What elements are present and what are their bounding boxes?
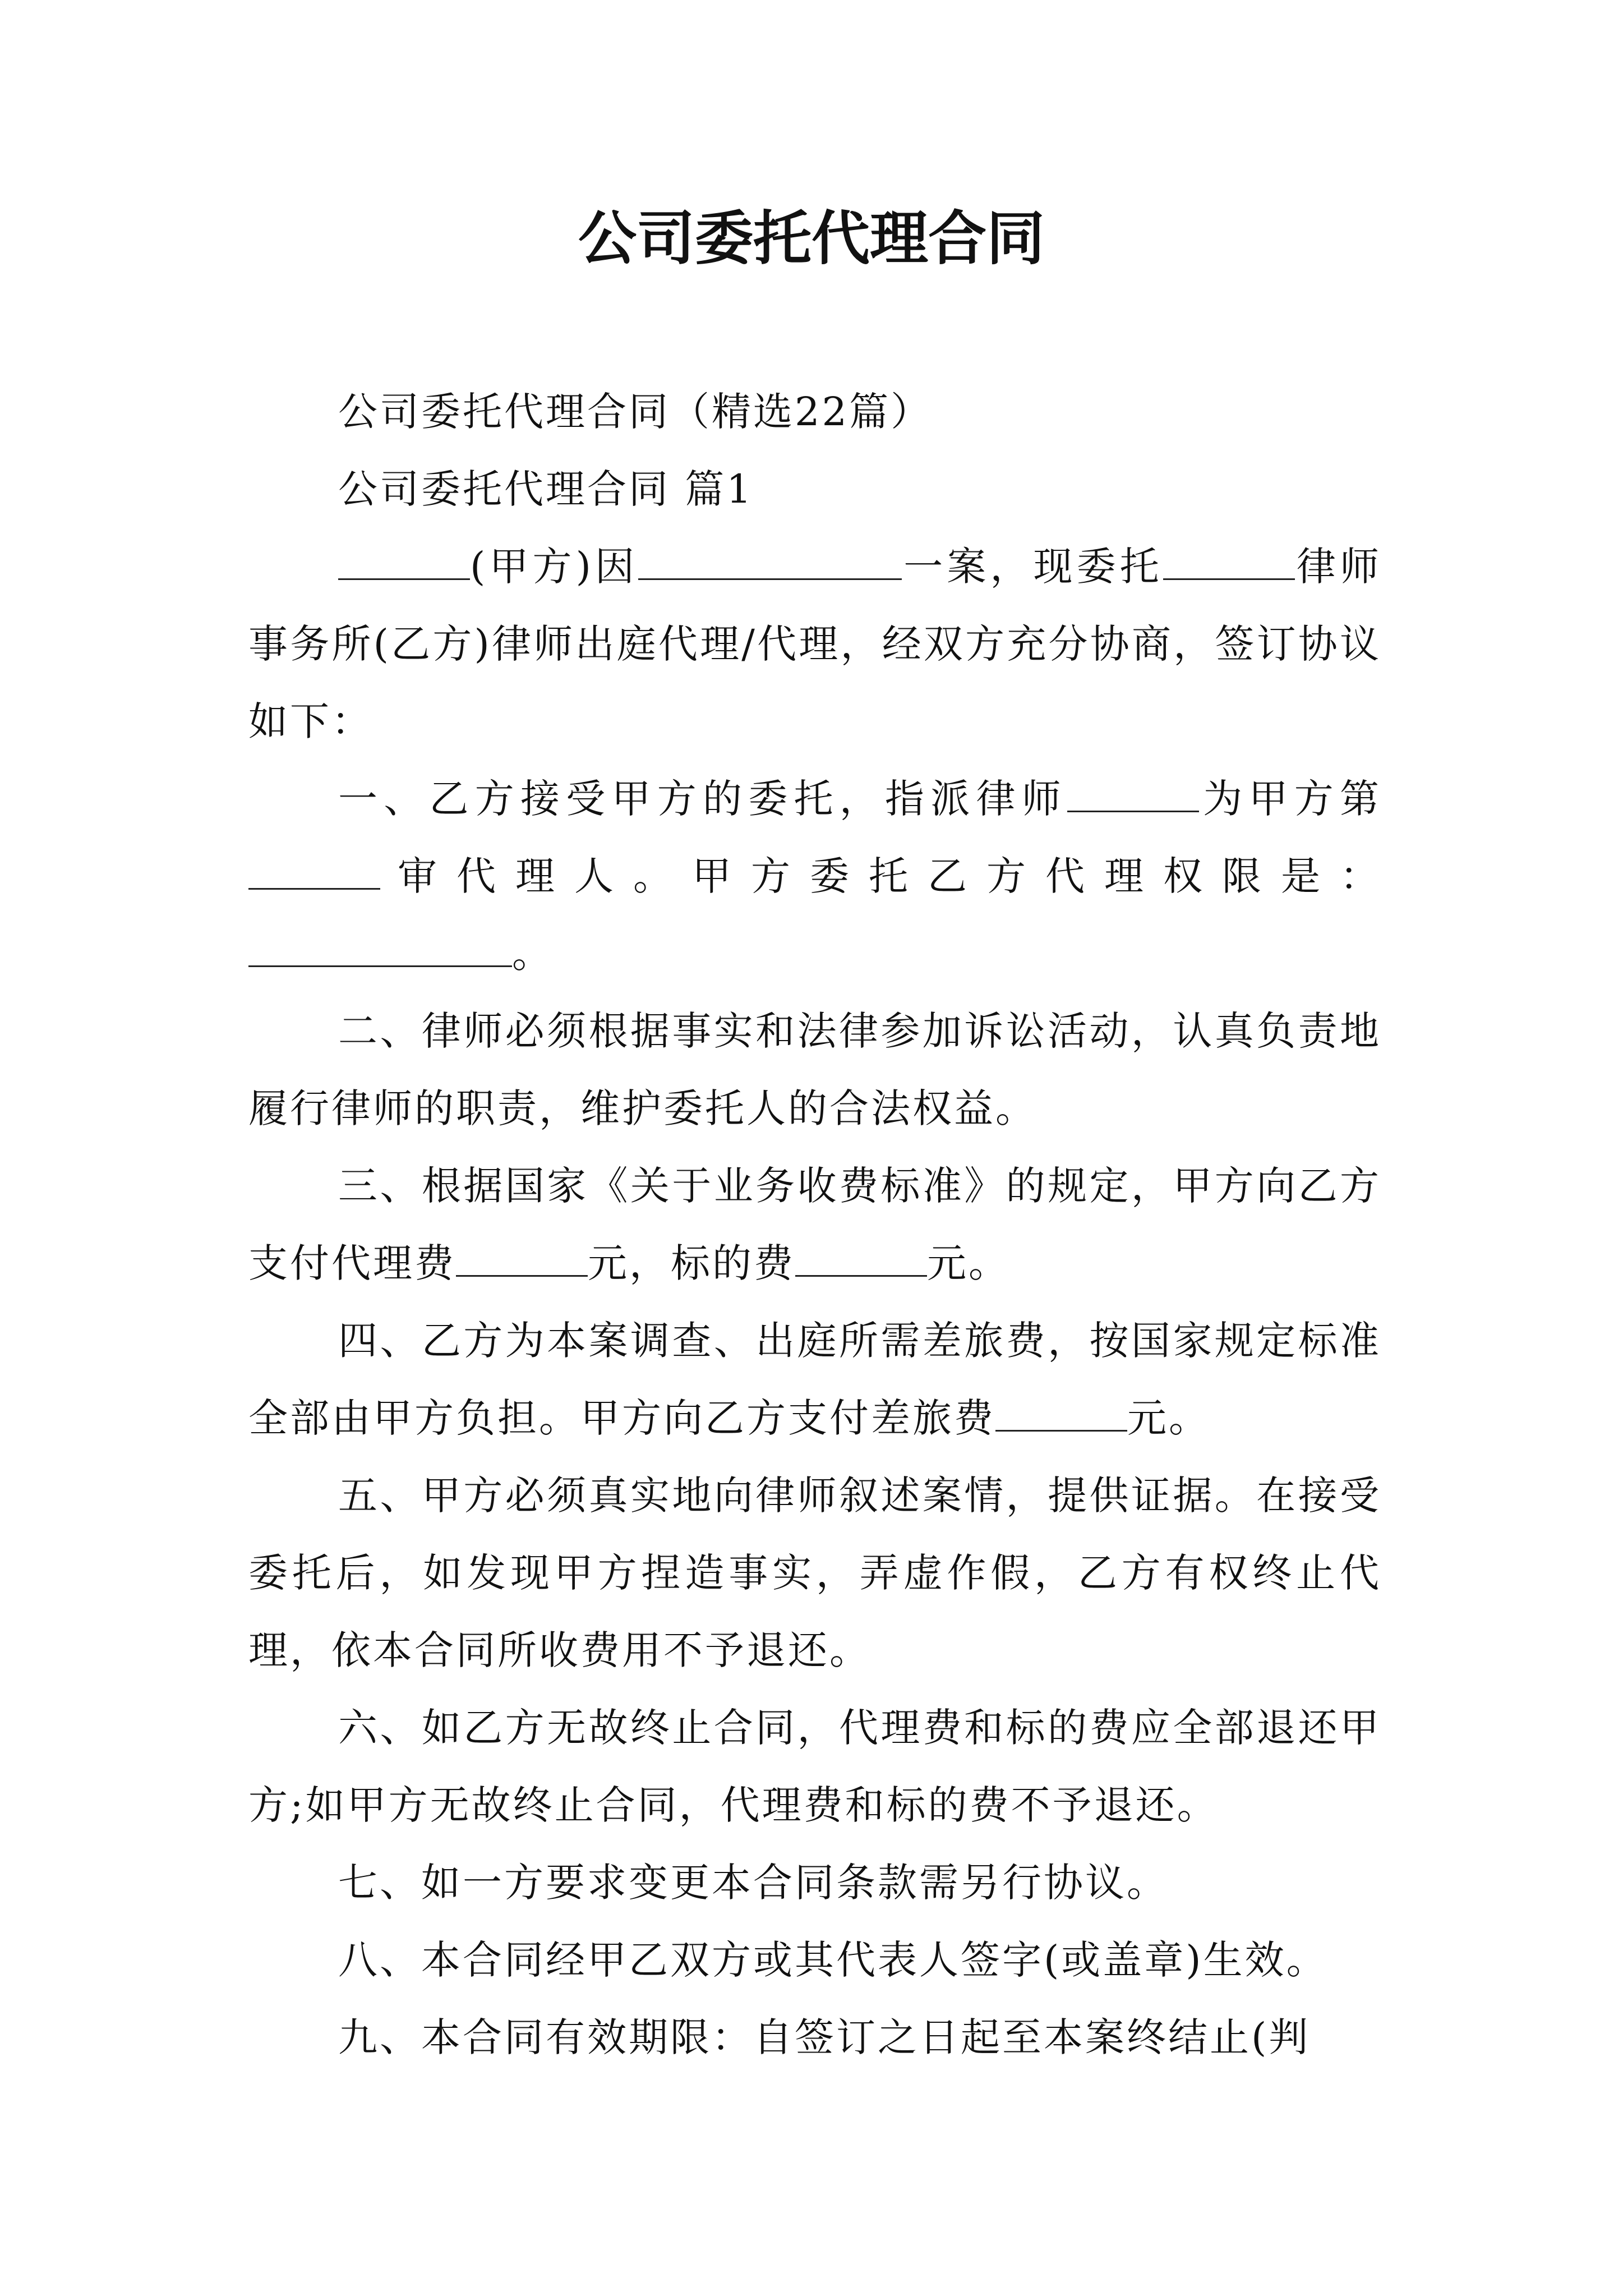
agency-fee-blank — [456, 1241, 588, 1277]
clause-6: 六、如乙方无故终止合同，代理费和标的费应全部退还甲方;如甲方无故终止合同，代理费和标的费不予退还。 — [248, 1705, 1381, 1828]
clause-1-text-3: 审代理人。甲方委托乙方代理权限是： — [380, 853, 1381, 899]
travel-fee-blank — [995, 1396, 1127, 1432]
clause-4-text-1: 四、乙方为本案调查、出庭所需差旅费，按国家规定标准全部由甲方负担。甲方向乙方支付差旅费 — [248, 1318, 1381, 1441]
clause-1-text-1: 一、乙方接受甲方的委托，指派律师 — [338, 776, 1067, 822]
intro-paragraph — [248, 528, 1381, 760]
party-a-blank — [338, 545, 470, 580]
clause-5: 五、甲方必须真实地向律师叙述案情，提供证据。在接受委托后，如发现甲方捏造事实，弄虚作假，乙方有权终止代理，依本合同所收费用不予退还。 — [248, 1473, 1381, 1673]
document-title: 公司委托代理合同 — [578, 204, 1045, 273]
clause-3 — [248, 1147, 1381, 1302]
document-body — [248, 373, 1381, 2076]
trial-level-blank — [248, 854, 380, 890]
lawyer-name-blank — [1067, 777, 1199, 812]
intro-text-2: 一案，现委托 — [902, 544, 1163, 590]
authority-blank — [248, 932, 512, 967]
clause-2: 二、律师必须根据事实和法律参加诉讼活动，认真负责地履行律师的职责，维护委托人的合法权益。 — [248, 1008, 1381, 1131]
clause-7: 七、如一方要求变更本合同条款需另行协议。 — [338, 1860, 1168, 1906]
intro-text-1: (甲方)因 — [470, 544, 639, 590]
clause-1 — [248, 760, 1381, 915]
intro-text-3: 律师事务所(乙方)律师出庭代理/代理，经双方充分协商，签订协议如下： — [248, 544, 1382, 744]
case-name-blank — [638, 545, 902, 580]
document-subtitle: 公司委托代理合同（精选22篇） — [338, 389, 933, 435]
law-firm-blank — [1163, 545, 1295, 580]
clause-9: 九、本合同有效期限：自签订之日起至本案终结止(判 — [338, 2014, 1311, 2060]
clause-8: 八、本合同经甲乙双方或其代表人签字(或盖章)生效。 — [338, 1937, 1328, 1983]
clause-3-text-3: 元。 — [927, 1240, 1010, 1286]
clause-1-text-4: 。 — [512, 931, 554, 977]
clause-4-text-2: 元。 — [1127, 1395, 1210, 1441]
clause-3-text-2: 元，标的费 — [588, 1240, 795, 1286]
clause-1-cont — [248, 915, 1381, 992]
subject-fee-blank — [795, 1241, 927, 1277]
section-heading: 公司委托代理合同 篇1 — [338, 466, 754, 512]
clause-1-text-2: 为甲方第 — [1199, 776, 1381, 822]
clause-4 — [248, 1302, 1381, 1457]
clause-3-text-1: 三、根据国家《关于业务收费标准》的规定，甲方向乙方支付代理费 — [248, 1163, 1381, 1286]
